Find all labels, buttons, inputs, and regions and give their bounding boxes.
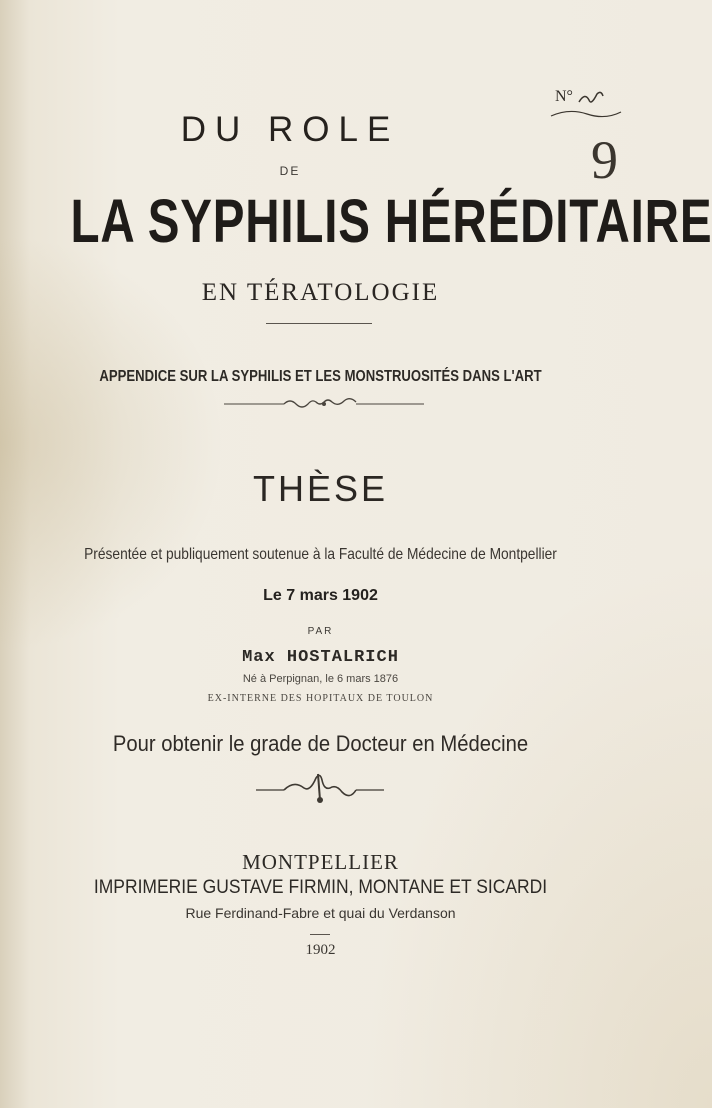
birth-line: Né à Perpignan, le 6 mars 1876 (242, 673, 399, 685)
title-line-1: DU ROLE (180, 110, 400, 149)
publication-year: 1902 (305, 942, 336, 958)
title-line-4: EN TÉRATOLOGIE (201, 279, 440, 306)
fleuron-divider-icon (224, 392, 424, 416)
presentation-line: Présentée et publiquement soutenue à la Faculté de Médecine de Montpellier (84, 546, 557, 563)
publisher-city: MONTPELLIER (242, 850, 399, 874)
author-name: Max HOSTALRICH (242, 648, 399, 667)
degree-purpose: Pour obtenir le grade de Docteur en Médecine (112, 731, 529, 756)
year-rule (310, 934, 330, 935)
printer-line: IMPRIMERIE GUSTAVE FIRMIN, MONTANE ET SICARDI (93, 877, 548, 898)
printer-address: Rue Ferdinand-Fabre et quai du Verdanson (185, 905, 456, 921)
title-rule (266, 323, 372, 324)
fleuron-ornament-icon (254, 770, 386, 806)
title-line-2: DE (279, 164, 301, 178)
shelfmark-number: 9 (591, 130, 618, 190)
shelfmark-scribble-icon (551, 88, 621, 188)
shelfmark-label: N° (555, 88, 573, 105)
former-position: EX-INTERNE DES HOPITAUX DE TOULON (207, 693, 434, 704)
defense-date: Le 7 mars 1902 (263, 587, 378, 604)
thesis-heading: THÈSE (252, 468, 389, 509)
by-label: PAR (307, 626, 334, 637)
shelfmark (551, 88, 621, 188)
main-title: LA SYPHILIS HÉRÉDITAIRE (70, 187, 712, 255)
appendix-line: APPENDICE SUR LA SYPHILIS ET LES MONSTRUOSITÉS DANS L'ART (99, 368, 542, 385)
